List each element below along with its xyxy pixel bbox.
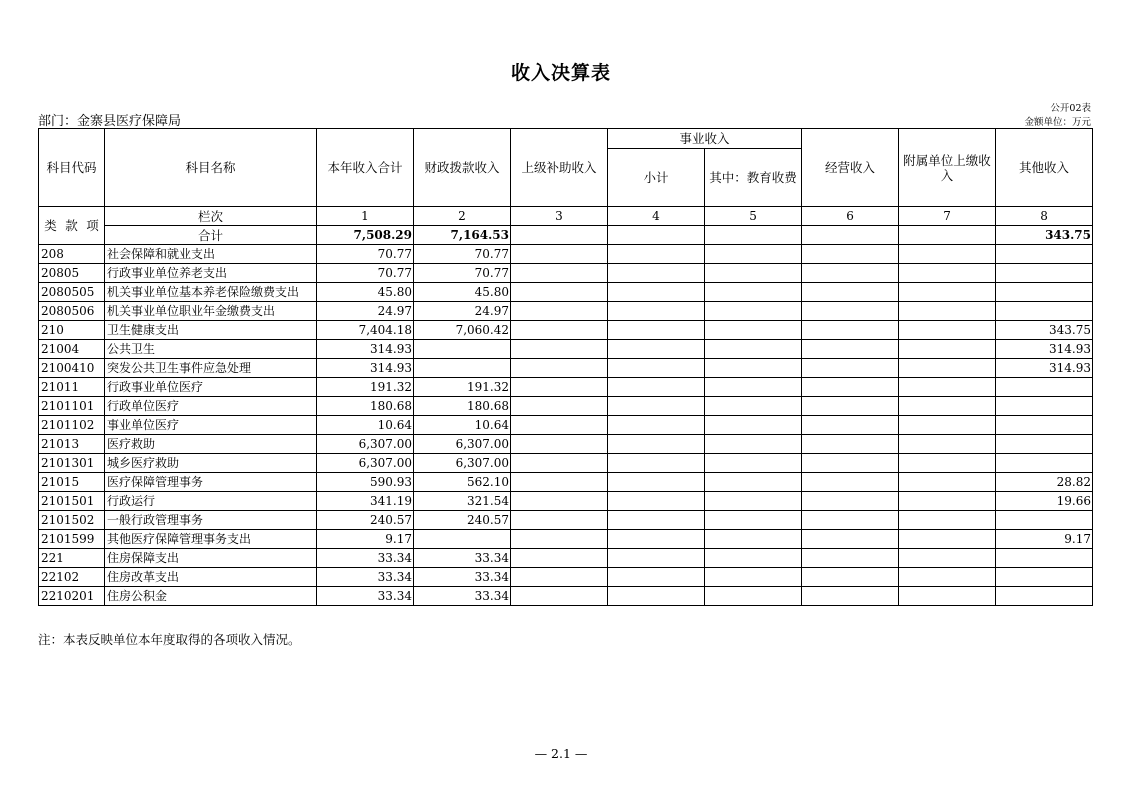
row-subtotal [608,302,705,321]
row-other: 28.82 [996,473,1093,492]
row-other [996,378,1093,397]
table-row [39,511,1093,530]
row-total: 6,307.00 [317,454,414,473]
row-subsidy [511,340,608,359]
row-subtotal [608,397,705,416]
row-name: 住房公积金 [105,587,317,606]
row-operating [802,340,899,359]
row-fiscal [414,340,511,359]
row-other [996,397,1093,416]
row-operating [802,587,899,606]
page-number: — 2.1 — [534,746,588,761]
total-label: 合计 [105,226,317,245]
row-name: 医疗保障管理事务 [105,473,317,492]
row-subtotal [608,321,705,340]
row-other [996,264,1093,283]
row-name: 社会保障和就业支出 [105,245,317,264]
row-operating [802,378,899,397]
row-subsidy [511,245,608,264]
row-name: 公共卫生 [105,340,317,359]
row-code: 2101101 [39,397,105,416]
row-subsidy [511,283,608,302]
row-subsidy [511,378,608,397]
table-row [39,587,1093,606]
row-total: 341.19 [317,492,414,511]
header-subsidy: 上级补助收入 [511,129,608,207]
row-subsidy [511,435,608,454]
col-number: 2 [414,207,511,226]
row-subtotal [608,283,705,302]
row-other [996,549,1093,568]
row-affiliated [899,283,996,302]
table-row [39,359,1093,378]
form-number: 公开02表 [1050,103,1091,114]
col-number: 7 [899,207,996,226]
row-operating [802,397,899,416]
income-table [38,128,1093,606]
lei-label: 类 [44,218,57,233]
total-education [705,226,802,245]
row-fiscal: 70.77 [414,245,511,264]
row-operating [802,511,899,530]
row-total: 314.93 [317,340,414,359]
row-code: 21013 [39,435,105,454]
row-total: 33.34 [317,549,414,568]
row-total: 10.64 [317,416,414,435]
row-education [705,302,802,321]
row-fiscal: 33.34 [414,587,511,606]
row-name: 行政事业单位养老支出 [105,264,317,283]
row-name: 其他医疗保障管理事务支出 [105,530,317,549]
row-subsidy [511,454,608,473]
header-affiliated: 附属单位上缴收入 [899,129,996,207]
row-code: 21011 [39,378,105,397]
page-title: 收入决算表 [510,62,611,84]
row-subtotal [608,587,705,606]
header-total: 本年收入合计 [317,129,414,207]
row-affiliated [899,435,996,454]
row-operating [802,302,899,321]
amount-unit: 金额单位：万元 [1024,117,1091,128]
table-row [39,283,1093,302]
row-operating [802,359,899,378]
row-total: 7,404.18 [317,321,414,340]
kuan-label: 款 [65,218,78,233]
row-other [996,454,1093,473]
row-other [996,568,1093,587]
row-other [996,283,1093,302]
row-affiliated [899,245,996,264]
department-label: 部门：金寨县医疗保障局 [38,114,182,129]
column-index-row [39,207,1093,226]
row-affiliated [899,511,996,530]
row-affiliated [899,454,996,473]
table-row [39,264,1093,283]
xiang-label: 项 [86,218,99,233]
table-row [39,568,1093,587]
row-other: 314.93 [996,340,1093,359]
total-subtotal [608,226,705,245]
row-name: 突发公共卫生事件应急处理 [105,359,317,378]
row-education [705,321,802,340]
row-education [705,454,802,473]
row-subsidy [511,359,608,378]
row-education [705,549,802,568]
header-business: 事业收入 [608,129,802,149]
row-education [705,568,802,587]
row-education [705,340,802,359]
row-name: 卫生健康支出 [105,321,317,340]
row-fiscal: 240.57 [414,511,511,530]
row-affiliated [899,340,996,359]
row-education [705,245,802,264]
row-name: 城乡医疗救助 [105,454,317,473]
col-number: 5 [705,207,802,226]
row-subsidy [511,321,608,340]
row-other [996,245,1093,264]
row-code: 2101599 [39,530,105,549]
table-row [39,435,1093,454]
row-subtotal [608,549,705,568]
table-row [39,245,1093,264]
row-name: 行政事业单位医疗 [105,378,317,397]
row-fiscal: 33.34 [414,568,511,587]
row-fiscal: 191.32 [414,378,511,397]
row-subtotal [608,245,705,264]
row-subtotal [608,435,705,454]
row-name: 住房改革支出 [105,568,317,587]
row-other: 19.66 [996,492,1093,511]
row-subsidy [511,264,608,283]
row-operating [802,321,899,340]
row-fiscal: 6,307.00 [414,435,511,454]
row-fiscal: 6,307.00 [414,454,511,473]
row-other [996,302,1093,321]
row-code: 2080505 [39,283,105,302]
row-education [705,378,802,397]
row-total: 33.34 [317,587,414,606]
row-subtotal [608,454,705,473]
row-operating [802,568,899,587]
row-education [705,587,802,606]
row-name: 医疗救助 [105,435,317,454]
row-operating [802,549,899,568]
row-code: 22102 [39,568,105,587]
row-affiliated [899,264,996,283]
row-education [705,264,802,283]
row-subtotal [608,264,705,283]
header-subtotal: 小计 [608,149,705,207]
row-code: 21004 [39,340,105,359]
table-row [39,416,1093,435]
row-affiliated [899,359,996,378]
row-total: 33.34 [317,568,414,587]
column-index-label: 栏次 [105,207,317,226]
row-name: 机关事业单位职业年金缴费支出 [105,302,317,321]
row-subtotal [608,530,705,549]
header-fiscal: 财政拨款收入 [414,129,511,207]
row-fiscal: 33.34 [414,549,511,568]
total-row [39,226,1093,245]
row-subsidy [511,397,608,416]
total-operating [802,226,899,245]
row-operating [802,264,899,283]
row-other: 314.93 [996,359,1093,378]
table-row [39,454,1093,473]
header-operating: 经营收入 [802,129,899,207]
col-number: 1 [317,207,414,226]
row-other [996,511,1093,530]
row-education [705,530,802,549]
row-code: 2101501 [39,492,105,511]
row-fiscal: 321.54 [414,492,511,511]
row-total: 240.57 [317,511,414,530]
row-code: 2100410 [39,359,105,378]
col-number: 4 [608,207,705,226]
lei-kuan-xiang [39,207,105,245]
row-name: 事业单位医疗 [105,416,317,435]
row-fiscal: 70.77 [414,264,511,283]
header-education: 其中：教育收费 [705,149,802,207]
row-education [705,511,802,530]
row-affiliated [899,587,996,606]
table-row [39,530,1093,549]
row-code: 21015 [39,473,105,492]
row-other [996,587,1093,606]
row-affiliated [899,473,996,492]
header-other: 其他收入 [996,129,1093,207]
table-row [39,302,1093,321]
row-code: 2210201 [39,587,105,606]
row-operating [802,283,899,302]
row-total: 9.17 [317,530,414,549]
row-affiliated [899,416,996,435]
header-name: 科目名称 [105,129,317,207]
table-row [39,321,1093,340]
row-operating [802,492,899,511]
total-fiscal: 7,164.53 [414,226,511,245]
row-total: 590.93 [317,473,414,492]
row-code: 208 [39,245,105,264]
row-subsidy [511,511,608,530]
row-fiscal: 24.97 [414,302,511,321]
row-total: 70.77 [317,245,414,264]
row-subtotal [608,378,705,397]
total-other: 343.75 [996,226,1093,245]
row-other: 343.75 [996,321,1093,340]
row-code: 210 [39,321,105,340]
row-name: 行政单位医疗 [105,397,317,416]
row-subsidy [511,473,608,492]
header-code: 科目代码 [39,129,105,207]
row-fiscal [414,530,511,549]
row-subsidy [511,302,608,321]
row-code: 2101102 [39,416,105,435]
header-row-1 [39,129,1093,149]
row-education [705,416,802,435]
row-fiscal: 562.10 [414,473,511,492]
row-subtotal [608,473,705,492]
row-affiliated [899,378,996,397]
footnote: 注：本表反映单位本年度取得的各项收入情况。 [38,632,301,647]
row-affiliated [899,321,996,340]
row-subsidy [511,549,608,568]
row-operating [802,416,899,435]
row-education [705,397,802,416]
row-total: 314.93 [317,359,414,378]
col-number: 6 [802,207,899,226]
row-operating [802,473,899,492]
row-other [996,416,1093,435]
table-row [39,549,1093,568]
row-education [705,473,802,492]
row-affiliated [899,397,996,416]
row-subtotal [608,568,705,587]
row-education [705,492,802,511]
row-fiscal: 180.68 [414,397,511,416]
row-name: 机关事业单位基本养老保险缴费支出 [105,283,317,302]
row-subsidy [511,492,608,511]
row-other: 9.17 [996,530,1093,549]
table-row [39,397,1093,416]
row-fiscal [414,359,511,378]
row-code: 2101502 [39,511,105,530]
row-subsidy [511,587,608,606]
row-other [996,435,1093,454]
row-subtotal [608,511,705,530]
row-operating [802,454,899,473]
row-education [705,359,802,378]
row-subsidy [511,530,608,549]
row-affiliated [899,549,996,568]
row-operating [802,245,899,264]
row-affiliated [899,530,996,549]
table-row [39,492,1093,511]
col-number: 8 [996,207,1093,226]
row-total: 6,307.00 [317,435,414,454]
row-total: 191.32 [317,378,414,397]
row-total: 24.97 [317,302,414,321]
row-subtotal [608,416,705,435]
row-education [705,283,802,302]
row-fiscal: 7,060.42 [414,321,511,340]
row-total: 70.77 [317,264,414,283]
table-row [39,340,1093,359]
row-name: 一般行政管理事务 [105,511,317,530]
row-subsidy [511,568,608,587]
row-operating [802,530,899,549]
row-total: 45.80 [317,283,414,302]
row-operating [802,435,899,454]
table-row [39,473,1093,492]
total-subsidy [511,226,608,245]
row-education [705,435,802,454]
row-subsidy [511,416,608,435]
row-code: 2080506 [39,302,105,321]
row-fiscal: 10.64 [414,416,511,435]
row-fiscal: 45.80 [414,283,511,302]
row-affiliated [899,568,996,587]
row-code: 20805 [39,264,105,283]
row-code: 2101301 [39,454,105,473]
row-affiliated [899,492,996,511]
total-affiliated [899,226,996,245]
row-affiliated [899,302,996,321]
col-number: 3 [511,207,608,226]
row-code: 221 [39,549,105,568]
row-subtotal [608,359,705,378]
row-subtotal [608,492,705,511]
row-subtotal [608,340,705,359]
row-name: 住房保障支出 [105,549,317,568]
table-row [39,378,1093,397]
row-total: 180.68 [317,397,414,416]
row-name: 行政运行 [105,492,317,511]
total-total: 7,508.29 [317,226,414,245]
